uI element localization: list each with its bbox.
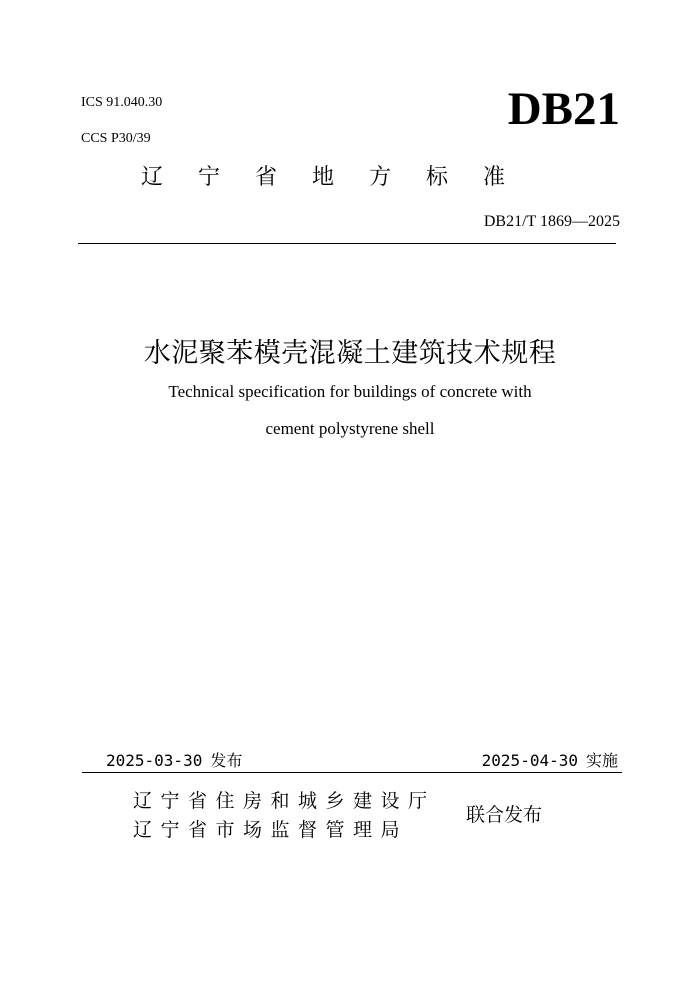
document-title-english-line2: cement polystyrene shell [265, 419, 435, 438]
standard-number: DB21/T 1869—2025 [483, 213, 620, 230]
implement-label: 实施 [585, 751, 618, 770]
implement-date: 2025-04-30 [481, 751, 578, 770]
publish-date: 2025-03-30 [106, 751, 203, 770]
ccs-code: CCS P30/39 [81, 131, 151, 146]
publish-label: 发布 [210, 751, 243, 770]
document-title-english-line1: Technical specification for buildings of concrete with [168, 382, 532, 401]
document-title-chinese: 水泥聚苯模壳混凝土建筑技术规程 [143, 338, 557, 369]
issuer-line1: 辽宁省住房和城乡建设厅 [133, 790, 436, 812]
ics-code: ICS 91.040.30 [81, 95, 163, 110]
footer-divider [82, 772, 622, 773]
standard-type: 辽 宁 省 地 方 标 准 [141, 165, 519, 190]
implement-date-block [482, 748, 618, 771]
issuer-line2: 辽宁省市场监督管理局 [133, 819, 409, 841]
header-divider [78, 243, 616, 244]
standard-logo: DB21 [507, 83, 620, 135]
publish-date-block [106, 748, 242, 771]
joint-issue-label: 联合发布 [466, 804, 543, 826]
